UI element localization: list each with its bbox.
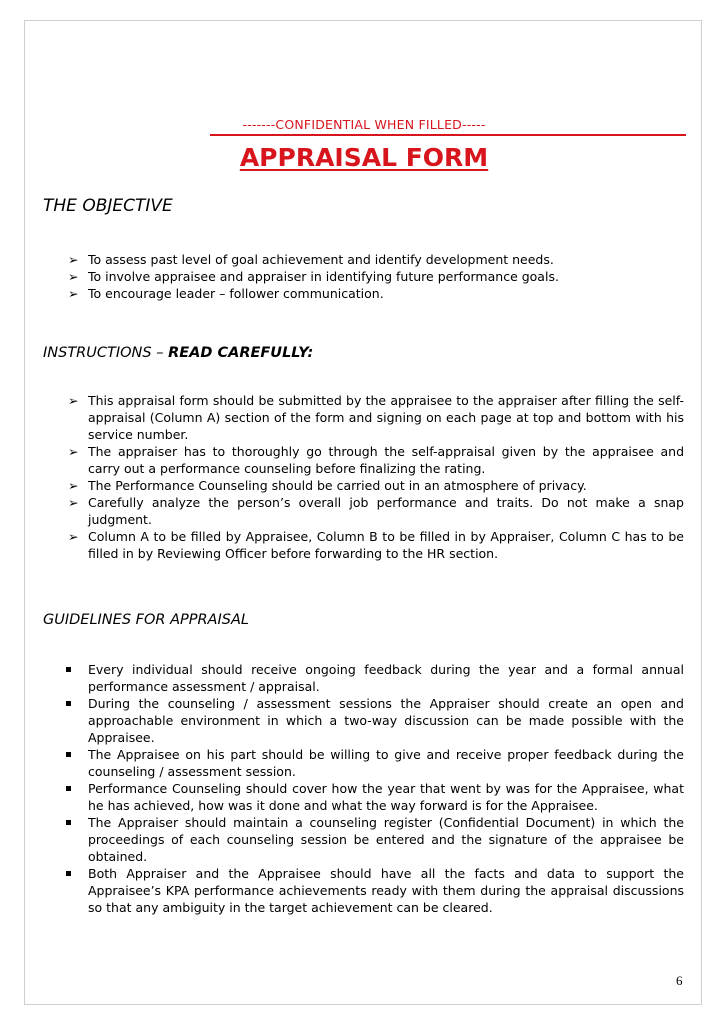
instructions-emphasis: READ CAREFULLY: [168, 345, 314, 361]
list-item: ➢ This appraisal form should be submitted by the appraisee to the appraiser after filling the self-appraisal (Column A) section of the form and signing on each page at top and bottom with his service number. [68, 393, 684, 442]
arrow-bullet-icon: ➢ [68, 286, 79, 301]
arrow-bullet-icon: ➢ [68, 393, 79, 408]
guidelines-list [68, 661, 684, 916]
instructions-list [68, 392, 684, 562]
list-item: ➢ The Performance Counseling should be carried out in an atmosphere of privacy. [68, 478, 587, 493]
arrow-bullet-icon: ➢ [68, 478, 79, 493]
arrow-bullet-icon: ➢ [68, 444, 79, 459]
list-item: ➢ To assess past level of goal achievement and identify development needs. [68, 252, 554, 267]
objective-list [68, 251, 684, 302]
instructions-heading: INSTRUCTIONS – READ CAREFULLY: [43, 345, 314, 361]
arrow-bullet-icon: ➢ [68, 269, 79, 284]
header-rule [210, 134, 686, 136]
square-bullet-icon [66, 786, 71, 791]
list-item: Both Appraiser and the Appraisee should have all the facts and data to support the Appraisee’s KPA performance achievements ready with them during the appraisal discussions so that any ambiguity in the target achievement can be cleared. [68, 865, 684, 916]
guidelines-heading: GUIDELINES FOR APPRAISAL [43, 612, 249, 628]
square-bullet-icon [66, 820, 71, 825]
square-bullet-icon [66, 667, 71, 672]
list-item: Performance Counseling should cover how the year that went by was for the Appraisee, what he has achieved, how was it done and what the way forward is for the Appraisee. [68, 780, 684, 814]
list-item: The Appraisee on his part should be willing to give and receive proper feedback during the counseling / assessment session. [68, 746, 684, 780]
square-bullet-icon [66, 752, 71, 757]
square-bullet-icon [66, 701, 71, 706]
list-item: ➢ To encourage leader – follower communication. [68, 286, 384, 301]
objective-heading: THE OBJECTIVE [43, 196, 173, 216]
list-item: ➢ Carefully analyze the person’s overall job performance and traits. Do not make a snap judgment. [68, 495, 684, 527]
arrow-bullet-icon: ➢ [68, 529, 79, 544]
form-title: APPRAISAL FORM [239, 143, 489, 172]
list-item: The Appraiser should maintain a counseling register (Confidential Document) in which the proceedings of each counseling session be entered and the signature of the appraisee be obtained. [68, 814, 684, 865]
list-item: ➢ To involve appraisee and appraiser in identifying future performance goals. [68, 269, 559, 284]
confidential-label: -------CONFIDENTIAL WHEN FILLED----- [242, 117, 486, 132]
square-bullet-icon [66, 871, 71, 876]
arrow-bullet-icon: ➢ [68, 495, 79, 510]
page-number: 6 [676, 973, 683, 988]
list-item: During the counseling / assessment sessions the Appraiser should create an open and approachable environment in which a two-way discussion can be made possible with the Appraisee. [68, 695, 684, 746]
list-item: ➢ Column A to be filled by Appraisee, Column B to be filled in by Appraiser, Column C has to be filled in by Reviewing Officer before forwarding to the HR section. [68, 529, 684, 561]
list-item: Every individual should receive ongoing feedback during the year and a formal annual performance assessment / appraisal. [68, 661, 684, 695]
arrow-bullet-icon: ➢ [68, 252, 79, 267]
list-item: ➢ The appraiser has to thoroughly go through the self-appraisal given by the appraisee and carry out a performance counseling before finalizing the rating. [68, 444, 684, 476]
